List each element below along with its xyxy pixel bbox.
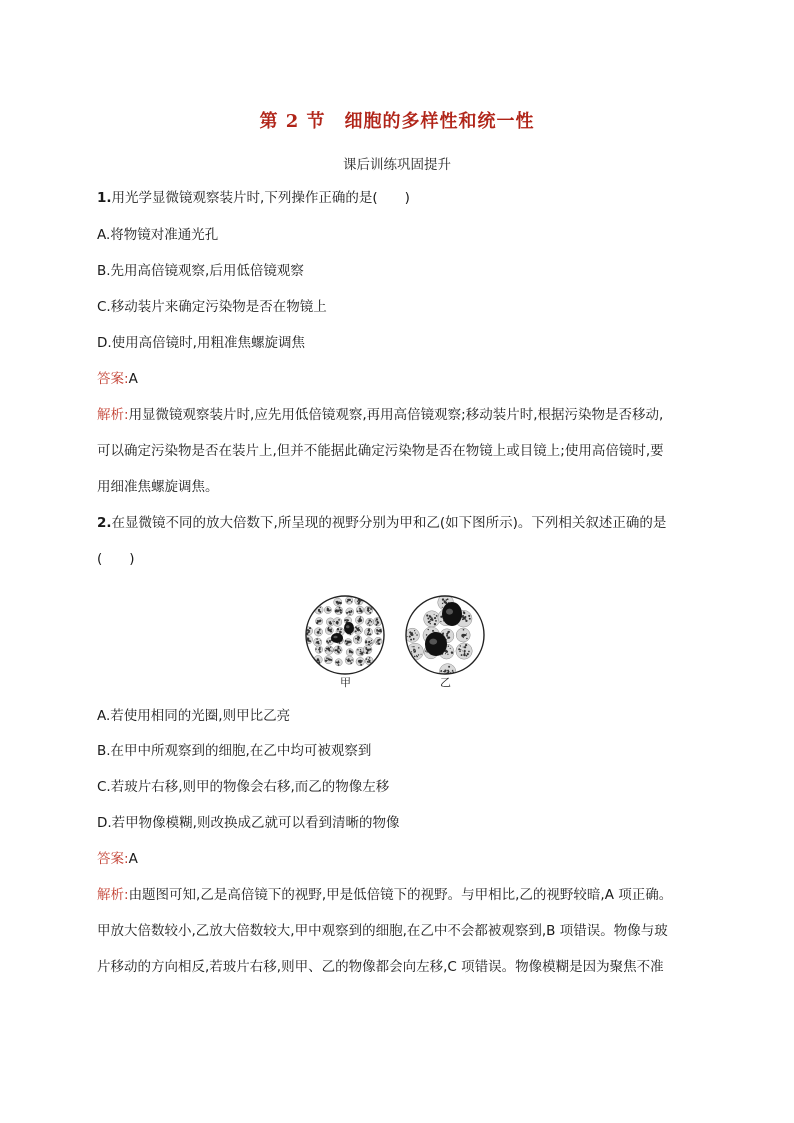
- microscope-fields-figure: [300, 588, 490, 688]
- question-2-analysis-line-3: 片移动的方向相反,若玻片右移,则甲、乙的物像都会向左移,C 项错误。物像模糊是因为聚焦不准: [97, 959, 664, 975]
- page-title: 第 2 节 细胞的多样性和统一性: [259, 111, 535, 132]
- answer-value: A: [128, 371, 138, 387]
- dark-cell: [331, 633, 343, 643]
- analysis-label: 解析:: [97, 407, 129, 423]
- small-cell: [355, 616, 363, 624]
- question-1-number: 1.: [97, 190, 112, 206]
- small-cell: [353, 635, 362, 644]
- analysis-label: 解析:: [97, 887, 129, 903]
- small-cell: [366, 618, 374, 626]
- small-cell: [324, 656, 332, 664]
- small-cell: [334, 646, 342, 654]
- small-cell: [363, 645, 372, 654]
- question-1-analysis-line-1: [97, 406, 707, 424]
- large-cell: [424, 611, 440, 627]
- page-subtitle: 课后训练巩固提升: [343, 157, 451, 173]
- question-2-text: 在显微镜不同的放大倍数下,所呈现的视野分别为甲和乙(如下图所示)。下列相关叙述正确的是: [111, 515, 667, 531]
- small-cell: [333, 618, 342, 627]
- question-2-option-d: D.若甲物像模糊,则改换成乙就可以看到清晰的物像: [97, 815, 400, 831]
- dark-cell: [442, 602, 462, 626]
- question-1-text: 用光学显微镜观察装片时,下列操作正确的是( ): [111, 190, 410, 206]
- small-cell: [325, 646, 334, 655]
- small-cell: [335, 607, 343, 615]
- question-2-option-c: C.若玻片右移,则甲的物像会右移,而乙的物像左移: [97, 779, 390, 795]
- small-cell: [314, 628, 322, 636]
- question-1-analysis-line-2: 可以确定污染物是否在装片上,但并不能据此确定污染物是否在物镜上或目镜上;使用高倍镜时,要: [97, 443, 664, 459]
- question-2-option-b: B.在甲中所观察到的细胞,在乙中均可被观察到: [97, 743, 372, 759]
- question-2-analysis-line-2: 甲放大倍数较小,乙放大倍数较大,甲中观察到的细胞,在乙中不会都被观察到,B 项错误。物像与玻: [97, 923, 668, 939]
- large-cell: [456, 643, 472, 659]
- small-cell: [375, 627, 382, 635]
- question-1-analysis-line-3: 用细准焦螺旋调焦。: [97, 479, 219, 495]
- field-label-jia: 甲: [340, 676, 351, 689]
- small-cell: [314, 638, 322, 646]
- analysis-text: 由题图可知,乙是高倍镜下的视野,甲是低倍镜下的视野。与甲相比,乙的视野较暗,A 项正确。: [128, 887, 673, 903]
- question-2-stem-line-2: ( ): [97, 551, 135, 567]
- question-1-option-b: B.先用高倍镜观察,后用低倍镜观察: [97, 263, 304, 279]
- field-yi-cells: [405, 595, 472, 681]
- question-2-answer: [97, 850, 707, 868]
- small-cell: [354, 626, 363, 635]
- question-1-stem: [97, 189, 707, 207]
- answer-label: 答案:: [97, 371, 129, 387]
- question-1-option-d: D.使用高倍镜时,用粗准焦螺旋调焦: [97, 335, 305, 351]
- small-cell: [325, 626, 333, 634]
- answer-label: 答案:: [97, 851, 129, 867]
- dark-cell: [425, 632, 447, 656]
- small-cell: [335, 659, 342, 666]
- large-cell: [405, 628, 419, 642]
- small-cell: [345, 639, 352, 646]
- small-cell: [356, 606, 364, 614]
- question-2-stem: [97, 514, 707, 532]
- answer-value: A: [128, 851, 138, 867]
- small-cell: [315, 618, 322, 625]
- small-cell: [374, 637, 382, 645]
- question-1-option-a: A.将物镜对准通光孔: [97, 227, 219, 243]
- dark-cell: [344, 622, 354, 634]
- small-cell: [334, 598, 342, 606]
- question-2-analysis-line-1: [97, 886, 707, 904]
- small-cell: [364, 628, 372, 636]
- question-1-option-c: C.移动装片来确定污染物是否在物镜上: [97, 299, 327, 315]
- field-jia-cells: [304, 597, 382, 666]
- large-cell: [456, 628, 470, 642]
- small-cell: [315, 646, 322, 653]
- microscope-fields-illustration: [300, 588, 490, 688]
- small-cell: [346, 649, 353, 656]
- small-cell: [356, 657, 364, 665]
- analysis-text: 用显微镜观察装片时,应先用低倍镜观察,再用高倍镜观察;移动装片时,根据污染物是否移动,: [128, 407, 664, 423]
- small-cell: [324, 606, 331, 613]
- small-cell: [346, 608, 354, 616]
- question-2-number: 2.: [97, 515, 112, 531]
- question-2-option-a: A.若使用相同的光圈,则甲比乙亮: [97, 708, 291, 724]
- small-cell: [345, 656, 353, 664]
- small-cell: [345, 597, 352, 604]
- field-label-yi: 乙: [440, 676, 451, 689]
- question-1-answer: [97, 370, 707, 388]
- small-cell: [304, 635, 313, 643]
- small-cell: [365, 638, 374, 647]
